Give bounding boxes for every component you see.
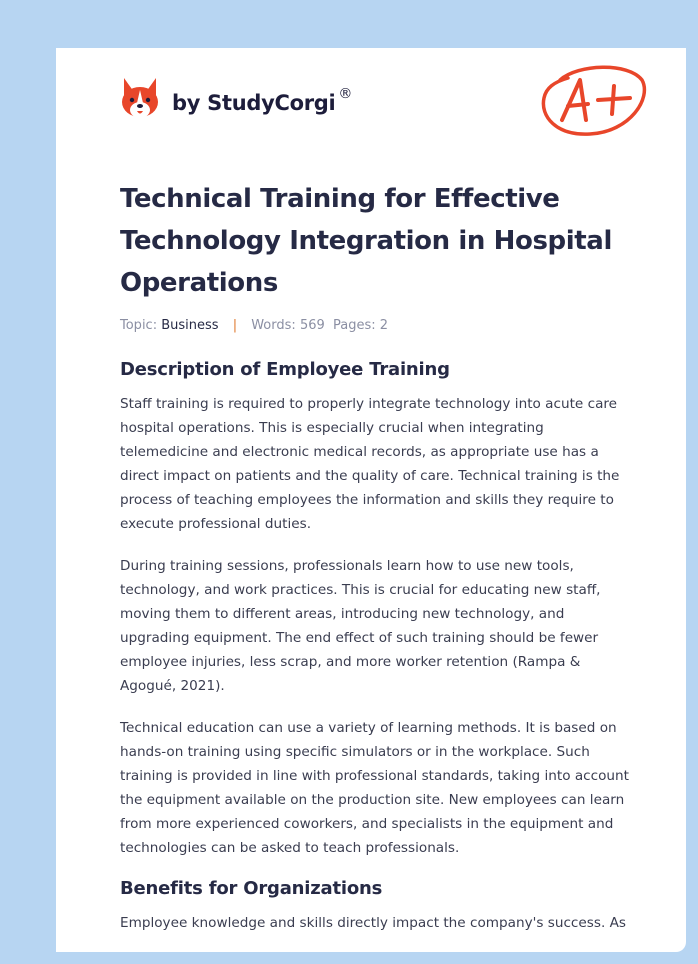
article-meta [120, 318, 630, 333]
brand-text: by StudyCorgi [172, 90, 336, 115]
words-label: Words: [251, 318, 296, 333]
page-title: Technical Training for Effective Technology Integration in Hospital Operations [120, 184, 612, 298]
section-heading: Benefits for Organizations [120, 878, 383, 899]
words-count: 569 [299, 318, 325, 333]
topic-link[interactable]: Business [161, 318, 219, 333]
a-plus-grade-icon [538, 58, 650, 140]
corgi-icon [120, 76, 160, 120]
paragraph: Staff training is required to properly integrate technology into acute care hospital operations. This is especially crucial when integrating telemedicine and electronic medical records, as appropriate use has a direct impact on patients and the quality of care. Technical training is the process of teaching employees the information and skills they require to execute professional duties. [120, 396, 620, 532]
section-heading: Description of Employee Training [120, 359, 450, 380]
paragraph: Technical education can use a variety of learning methods. It is based on hands-on training using specific simulators or in the workplace. Such training is provided in line with professional standards, taking into account the equipment available on the production site. New employees can learn from more experienced coworkers, and specialists in the equipment and technologies can be asked to teach professionals. [120, 720, 629, 856]
trademark-symbol: ® [338, 85, 353, 102]
topic-label: Topic: [120, 318, 158, 333]
brand-name [172, 85, 353, 115]
article-content [120, 178, 630, 952]
studycorgi-logo[interactable] [120, 76, 352, 120]
document-card [56, 48, 686, 952]
pages-label: Pages: [333, 318, 376, 333]
pages-count: 2 [379, 318, 389, 333]
paragraph: During training sessions, professionals learn how to use new tools, technology, and work practices. This is crucial for educating new staff, moving them to different areas, introducing new technology, and upgrading equipment. The end effect of such training should be fewer employee injuries, less scrap, and more worker retention (Rampa & Agogué, 2021). [120, 558, 601, 694]
paragraph: Employee knowledge and skills directly impact the company's success. As [120, 915, 626, 931]
meta-separator: | [232, 318, 238, 333]
